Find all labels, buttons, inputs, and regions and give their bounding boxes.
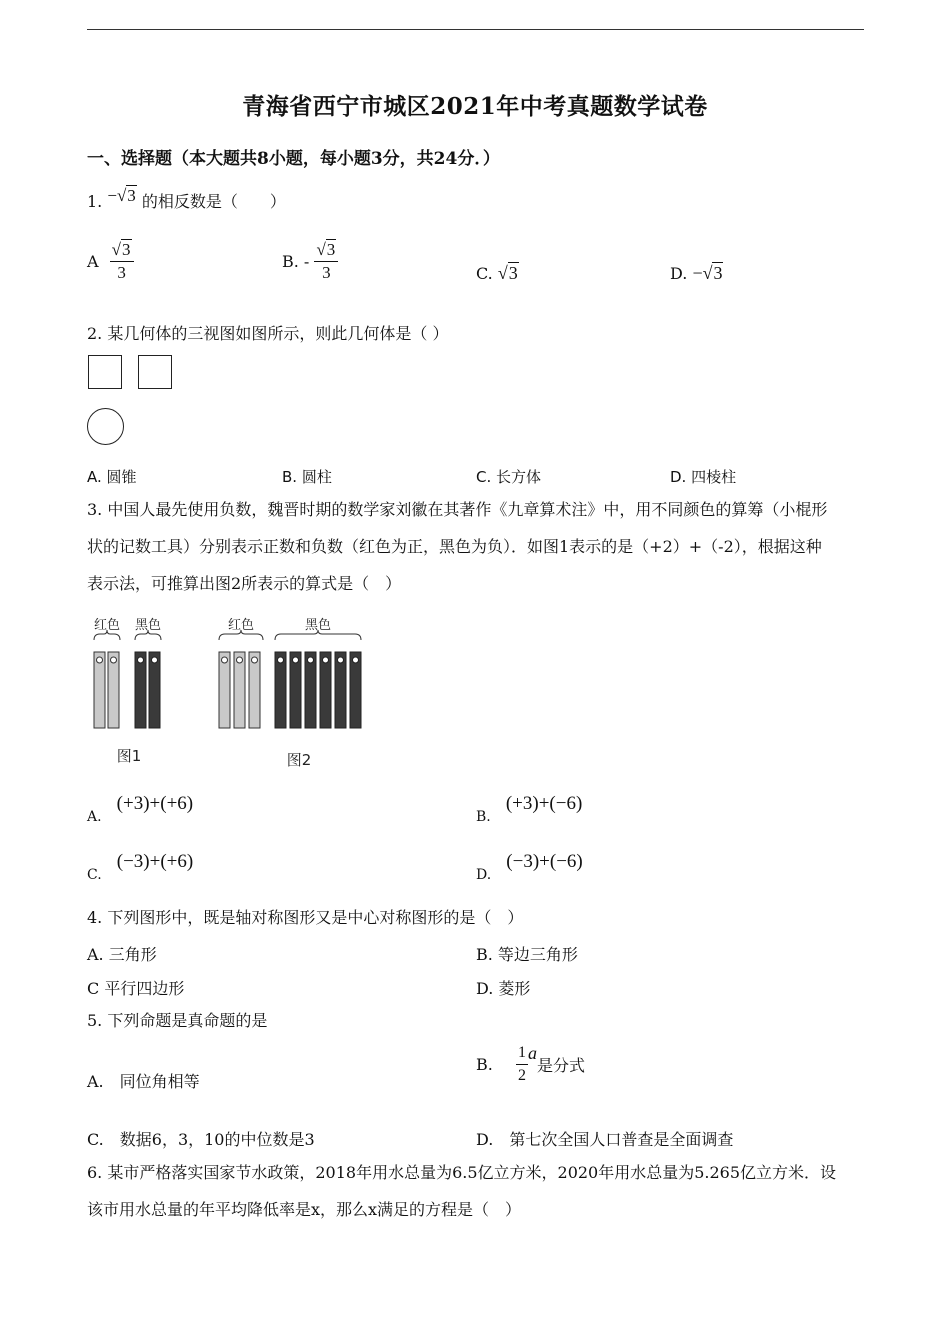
fig1-black-rod-1-hole bbox=[138, 657, 144, 663]
q1-radicand: 3 bbox=[127, 186, 136, 205]
q3-option-a bbox=[87, 793, 194, 825]
q1-d-label: D. bbox=[670, 264, 688, 283]
q6-line-1: 6. 某市严格落实国家节水政策，2018年用水总量为6.5亿立方米，2020年用水总量为5.265亿立方米．设 bbox=[87, 1163, 837, 1182]
q3-c-expression: (−3)+(+6) bbox=[116, 851, 194, 872]
fig1-black-label: 黑色 bbox=[134, 618, 162, 633]
q2-option-a: A. 圆锥 bbox=[87, 468, 137, 486]
section-heading-choice: 一、选择题（本大题共8小题，每小题3分，共24分．） bbox=[87, 149, 500, 169]
front-view-square bbox=[88, 355, 122, 389]
q1-stem: 的相反数是（ ） bbox=[141, 192, 286, 211]
q5-b-label: B. bbox=[476, 1055, 493, 1074]
q3-option-c bbox=[87, 851, 194, 883]
question-5-stem: 5. 下列命题是真命题的是 bbox=[87, 1011, 268, 1030]
top-view-circle bbox=[87, 408, 124, 445]
q1-option-c bbox=[476, 263, 519, 284]
q1-a-label: A bbox=[87, 252, 99, 271]
q3-c-label: C. bbox=[87, 867, 102, 883]
fig2-red-brace bbox=[219, 630, 263, 640]
q2-option-c: C. 长方体 bbox=[476, 468, 542, 486]
fig2-black-rod-1-hole bbox=[278, 657, 284, 663]
q1-d-sqrt: −√3 bbox=[692, 263, 723, 283]
q1-b-radicand: 3 bbox=[326, 240, 336, 259]
q2-option-d: D. 四棱柱 bbox=[670, 468, 737, 486]
fig1-red-label: 红色 bbox=[93, 618, 121, 633]
q3-b-expression: (+3)+(−6) bbox=[505, 793, 583, 814]
question-6-stem bbox=[87, 1154, 867, 1228]
q5-option-c: C. 数据6，3，10的中位数是3 bbox=[87, 1130, 315, 1149]
q1-b-fraction: $\frac{√3}{3}$ bbox=[314, 240, 338, 283]
fig2-red-label: 红色 bbox=[227, 618, 255, 633]
q5-b-numerator: 1 bbox=[516, 1043, 528, 1065]
fig2-black-rod-2-hole bbox=[293, 657, 299, 663]
q1-a-fraction: $\frac{√3}{3}$ bbox=[110, 240, 134, 283]
fig2-black-label: 黑色 bbox=[304, 618, 332, 633]
fig2-red-rod-3-hole bbox=[252, 657, 258, 663]
q1-option-a bbox=[87, 240, 134, 283]
q3-line-2: 状的记数工具）分别表示正数和负数（红色为正，黑色为负）．如图1表示的是（+2）+（-2），根据这种 bbox=[87, 537, 822, 556]
fig2-black-brace bbox=[275, 630, 361, 640]
fig2-black-rod-4-hole bbox=[323, 657, 329, 663]
question-1 bbox=[87, 186, 286, 212]
q5-b-text: 是分式 bbox=[536, 1056, 585, 1075]
fig2-rods bbox=[219, 652, 361, 728]
fig2-black-rod-3-hole bbox=[308, 657, 314, 663]
q1-a-radicand: 3 bbox=[122, 240, 131, 259]
q5-b-fraction bbox=[516, 1043, 528, 1086]
q5-option-b bbox=[476, 1043, 585, 1086]
q5-b-variable: a bbox=[527, 1043, 537, 1063]
q3-option-b bbox=[476, 793, 583, 825]
q1-b-label: B. - bbox=[282, 252, 310, 271]
q3-d-label: D. bbox=[476, 867, 492, 883]
counting-rods-figure bbox=[87, 612, 377, 772]
q1-option-b bbox=[282, 240, 338, 283]
q1-number: 1. bbox=[87, 192, 103, 211]
q3-a-label: A. bbox=[87, 809, 102, 825]
q1-a-denominator: 3 bbox=[117, 263, 126, 282]
q2-option-b: B. 圆柱 bbox=[282, 468, 332, 486]
q3-option-d bbox=[476, 851, 583, 883]
fig2-black-rod-5-hole bbox=[338, 657, 344, 663]
fig2-red-rod-1-hole bbox=[222, 657, 228, 663]
q1-c-label: C. bbox=[476, 264, 493, 283]
q3-line-3: 表示法，可推算出图2所表示的算式是（ ） bbox=[87, 574, 402, 593]
q1-option-d bbox=[670, 263, 723, 284]
q3-d-expression: (−3)+(−6) bbox=[506, 851, 583, 872]
q3-b-label: B. bbox=[476, 809, 491, 825]
fig2-caption: 图2 bbox=[286, 751, 312, 769]
q3-line-1: 3. 中国人最先使用负数，魏晋时期的数学家刘徽在其著作《九章算术注》中，用不同颜色的算筹（小棍形 bbox=[87, 500, 828, 519]
q6-line-2: 该市用水总量的年平均降低率是x，那么x满足的方程是（ ） bbox=[87, 1200, 522, 1219]
question-4-stem: 4. 下列图形中，既是轴对称图形又是中心对称图形的是（ ） bbox=[87, 908, 524, 927]
q4-option-b: B. 等边三角形 bbox=[476, 945, 578, 964]
fig1-red-rod-1-hole bbox=[97, 657, 103, 663]
q1-minus: − bbox=[107, 186, 117, 205]
q1-b-denominator: 3 bbox=[322, 263, 331, 282]
q1-expression: −√3 bbox=[107, 186, 136, 205]
fig2-black-rod-6-hole bbox=[353, 657, 359, 663]
fig1-red-rod-2-hole bbox=[111, 657, 117, 663]
question-2-stem: 2. 某几何体的三视图如图所示，则此几何体是（ ） bbox=[87, 324, 449, 343]
q1-d-radicand: 3 bbox=[713, 263, 723, 283]
side-view-square bbox=[138, 355, 172, 389]
fig1-black-rod-2-hole bbox=[152, 657, 158, 663]
q1-d-minus: − bbox=[692, 263, 703, 283]
q1-c-sqrt: √3 bbox=[497, 263, 518, 283]
q3-a-expression: (+3)+(+6) bbox=[116, 793, 194, 814]
question-3-stem bbox=[87, 491, 867, 602]
top-rule bbox=[87, 29, 864, 30]
q4-option-d: D. 菱形 bbox=[476, 979, 531, 998]
fig2-red-rod-2-hole bbox=[237, 657, 243, 663]
fig1-caption: 图1 bbox=[116, 747, 142, 765]
paper-title: 青海省西宁市城区2021年中考真题数学试卷 bbox=[242, 93, 708, 120]
q1-c-radicand: 3 bbox=[508, 263, 518, 283]
q5-option-d: D. 第七次全国人口普查是全面调查 bbox=[476, 1130, 734, 1149]
fig1-rods bbox=[94, 652, 160, 728]
q4-option-c: C 平行四边形 bbox=[87, 979, 185, 998]
q4-option-a: A. 三角形 bbox=[87, 945, 157, 964]
q5-b-denominator: 2 bbox=[517, 1067, 526, 1084]
q5-option-a: A. 同位角相等 bbox=[87, 1072, 200, 1091]
